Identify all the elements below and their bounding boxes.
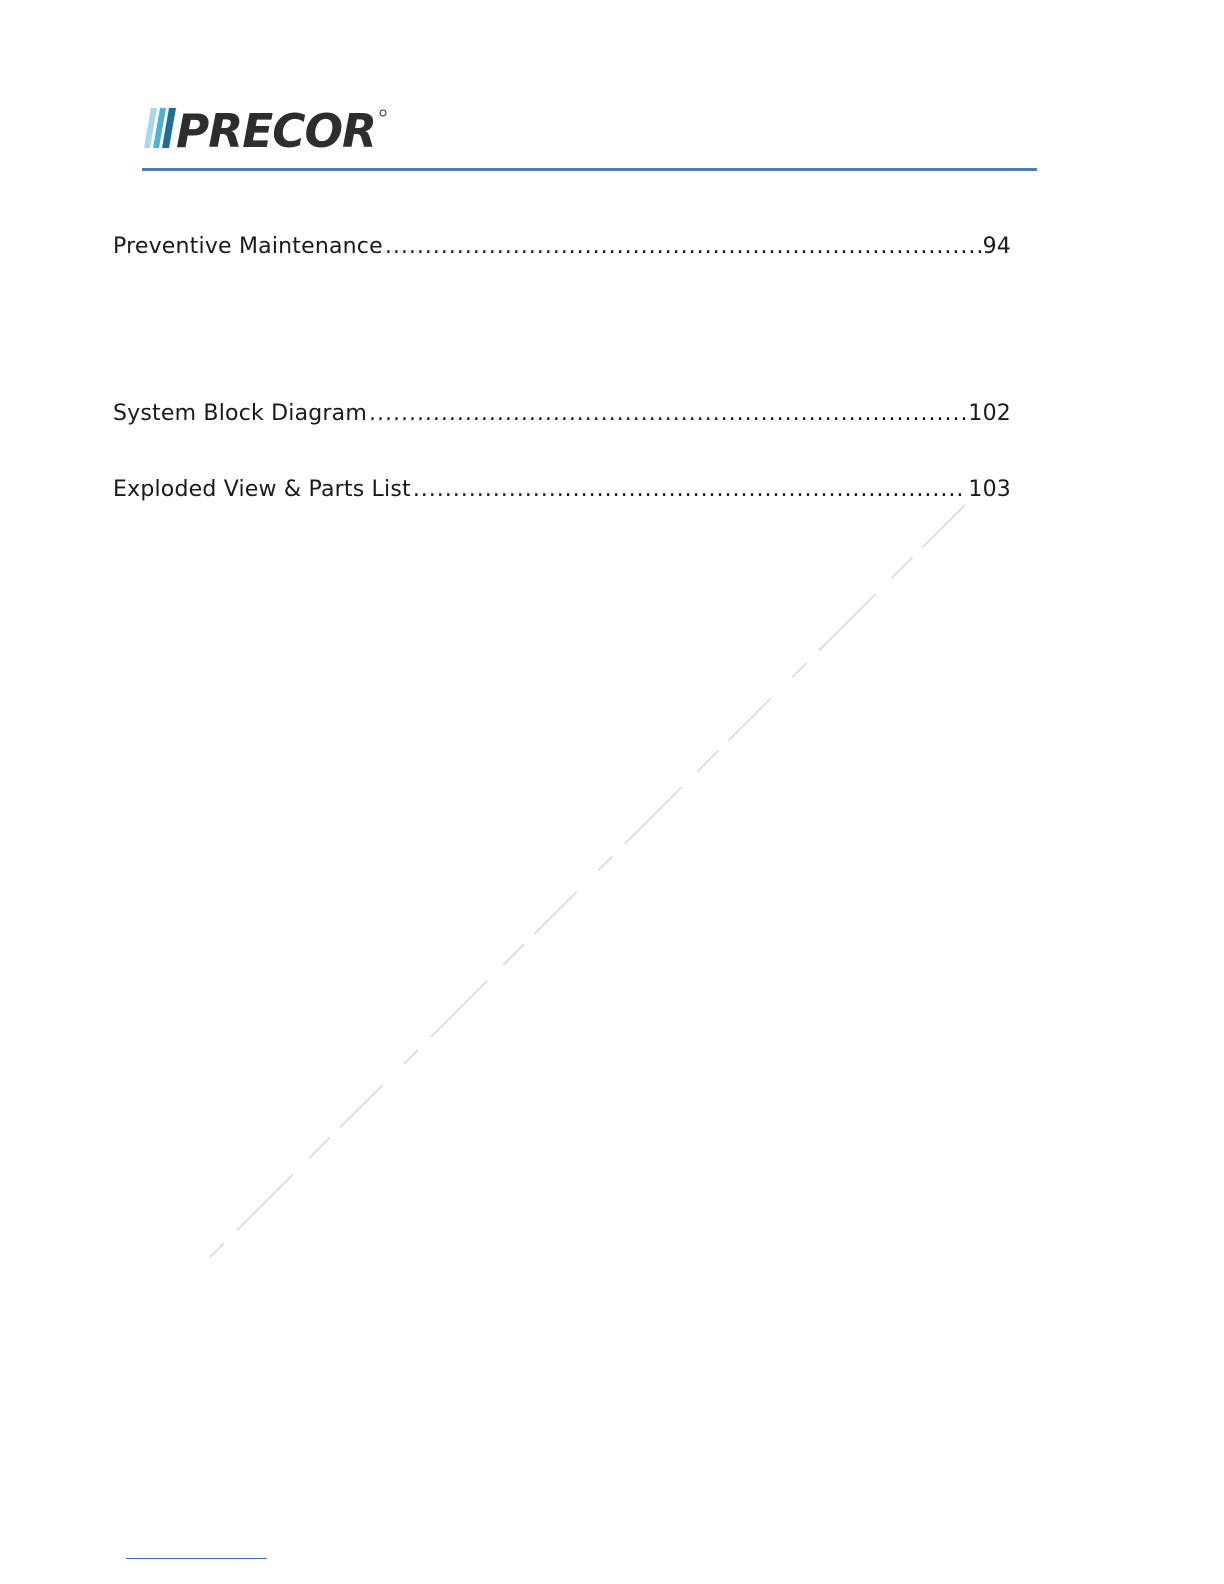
header-rule: [142, 168, 1037, 171]
toc-entry-system-block-diagram[interactable]: [113, 401, 1011, 431]
toc-dot-leader: [413, 477, 967, 502]
toc-dot-leader: [369, 401, 966, 426]
toc-entry-page: 103: [968, 477, 1011, 502]
toc-entry-title: System Block Diagram: [113, 401, 367, 426]
toc-entry-preventive-maintenance[interactable]: [113, 234, 1011, 264]
logo-stripes-icon: [144, 108, 176, 148]
toc-entry-title: Exploded View & Parts List: [113, 477, 411, 502]
toc-dot-leader: [385, 234, 981, 259]
toc-entry-title: Preventive Maintenance: [113, 234, 383, 259]
svg-text:PRECOR: PRECOR: [176, 104, 376, 154]
toc-entry-exploded-view-parts-list[interactable]: [113, 477, 1011, 507]
footer-link-underline: [126, 1558, 267, 1559]
toc-entry-page: 102: [968, 401, 1011, 426]
precor-logo: [143, 104, 393, 154]
toc-entry-page: 94: [982, 234, 1011, 259]
